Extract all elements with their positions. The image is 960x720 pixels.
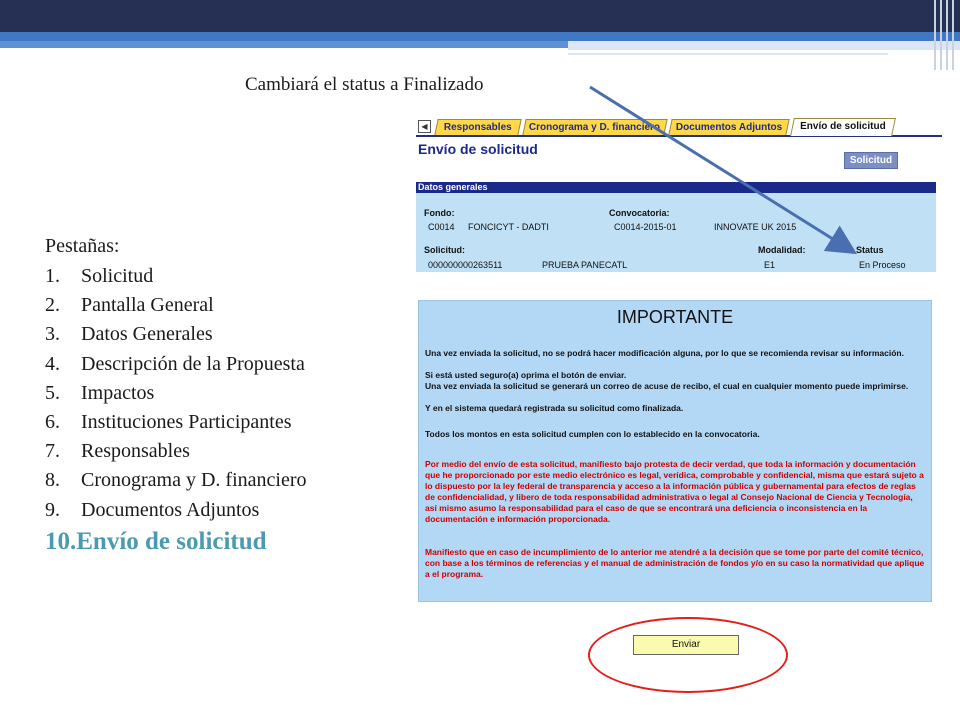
importante-legal-paragraph: Por medio del envío de esta solicitud, manifiesto bajo protesta de decir verdad, que toda la información y documentación que he proporcionado por este medio electrónico es legal, verídica, comprobable y confidencial, misma que estará sujeto a lo dispuesto por la ley federal de transparencia y acceso a la información pública y gubernamental para efectos de reglas de confidencialidad, y libero de toda responsabilidad administrativa o legal al Consejo Nacional de Ciencia y Tecnología, así mismo asumo la responsabilidad para el caso de que se encontrará una deficiencia o inconsistencia en la documentación e información proporcionada.	[425, 459, 924, 524]
tab-cronograma[interactable]: Cronograma y D. financiero	[522, 119, 667, 135]
tabs-list-title: Pestañas:	[45, 235, 120, 257]
tabs-list-item: 8. Cronograma y D. financiero	[45, 469, 307, 492]
tabs-list-item: 1. Solicitud	[45, 265, 154, 287]
tabs-list-item: 2. Pantalla General	[45, 294, 214, 317]
importante-legal-paragraph: Manifiesto que en caso de incumplimiento de lo anterior me atendré a la decisión que se tome por parte del comité técnico, con base a los términos de referencias y el manual de administración de fondos y/o en su caso la normatividad que aplique a el programa.	[425, 547, 925, 579]
tabs-list-item: 7. Responsables	[45, 440, 190, 463]
tabs-list-item: 6. Instituciones Participantes	[45, 411, 292, 434]
solicitud-number: 000000000263511	[428, 260, 503, 270]
convocatoria-name: INNOVATE UK 2015	[714, 222, 797, 232]
tab-scroll-left-icon[interactable]: ◀	[418, 120, 431, 133]
importante-paragraph: Si está usted seguro(a) oprima el botón de enviar.	[425, 370, 627, 380]
solicitud-name: PRUEBA PANECATL	[542, 260, 628, 270]
importante-paragraph: Y en el sistema quedará registrada su solicitud como finalizada.	[425, 403, 684, 413]
status-label: Status	[856, 245, 884, 255]
tabs-list-item: 4. Descripción de la Propuesta	[45, 352, 305, 375]
solicitud-button[interactable]: Solicitud	[844, 152, 898, 169]
datos-generales-header: Datos generales	[416, 182, 936, 193]
modalidad-value: E1	[764, 260, 776, 270]
fondo-code: C0014	[428, 222, 455, 232]
importante-paragraph: Una vez enviada la solicitud, no se podrá hacer modificación alguna, por lo que se recomienda revisar su información.	[425, 348, 904, 358]
tab-responsables[interactable]: Responsables	[434, 119, 521, 135]
tabs-list-item: 5. Impactos	[45, 381, 155, 404]
tabs-list-item: 3. Datos Generales	[45, 323, 213, 346]
enviar-button[interactable]: Enviar	[633, 635, 739, 655]
fondo-name: FONCICYT - DADTI	[468, 222, 549, 232]
tabs-list-item: 9. Documentos Adjuntos	[45, 498, 260, 521]
convocatoria-label: Convocatoria:	[609, 208, 670, 218]
page-title: Envío de solicitud	[418, 141, 538, 157]
tab-documentos-adjuntos[interactable]: Documentos Adjuntos	[668, 119, 789, 135]
fondo-label: Fondo:	[424, 208, 455, 218]
convocatoria-code: C0014-2015-01	[614, 222, 677, 232]
importante-title: IMPORTANTE	[616, 307, 734, 327]
importante-paragraph: Una vez enviada la solicitud se generará un correo de acuse de recibo, el cual en cualquier momento puede imprimirse.	[425, 381, 909, 391]
status-value: En Proceso	[859, 260, 906, 270]
solicitud-label: Solicitud:	[424, 245, 465, 255]
status-callout: Cambiará el status a Finalizado	[245, 74, 484, 95]
modalidad-label: Modalidad:	[758, 245, 806, 255]
importante-paragraph: Todos los montos en esta solicitud cumplen con lo establecido en la convocatoria.	[425, 429, 760, 439]
tabs-list-item-active: 10.Envío de solicitud	[45, 527, 267, 555]
tab-envio-solicitud[interactable]: Envío de solicitud	[790, 118, 896, 136]
